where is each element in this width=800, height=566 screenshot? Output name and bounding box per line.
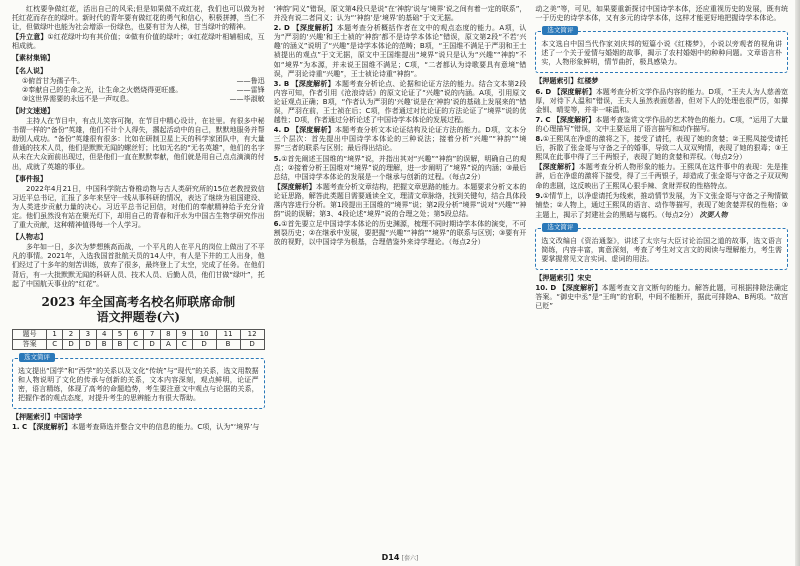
answer-letter: D [79, 339, 96, 349]
set-label: [套六] [401, 554, 419, 562]
answer-explanation [535, 88, 788, 115]
answer-letter: A [161, 339, 177, 349]
question-number: 2 [63, 329, 80, 339]
person-text: 多年如一日，多次为梦想熊高而战，一个平凡的人在平凡的岗位上做出了不平凡的事情。2021年，入选我国首批航天员的14人中，有人是下井的工人出身，他们经过了十多年的刻苦训练，放弃了很多，最终登上了太空，完成了任务。在他们背后，有一大批默默无闻的科研人员、技术人员、后勤人员，他们甘做“绿叶”，托起了中国航天事业的“红花”。 [12, 243, 265, 288]
famous-quotes-heading: 【名人说】 [12, 66, 47, 75]
answer-explanation [274, 24, 527, 79]
answer-number: 2. D [273, 24, 290, 33]
answer-explanation [274, 155, 527, 182]
answer-number: 7. C [535, 115, 551, 124]
passage-review-badge: 选文简评 [542, 26, 578, 35]
answer-text: ①情节上，以净虚请托为线索，推动情节发展，为下文张金哥与守备之子殉情做铺垫；②人物上，通过王熙凤的语言、动作等描写，表现了她贪婪弄权的性格；③主题上，揭示了封建社会的黑暗与腐朽。（每点2分） [535, 191, 789, 219]
quote-row [12, 95, 265, 104]
person-heading: 【人物志】 [12, 233, 47, 242]
material-section-title: 【素材集锦】 [12, 54, 54, 63]
answer-explanation [274, 183, 527, 219]
analysis-text: 本题考查文言文断句的能力。解答此题，可根据排除法确定答案。“御史中丞”是“王珣”的官职，中间不能断开，据此可排除A、B两项。“故宫已贬” [535, 284, 789, 311]
answer-letter: C [47, 339, 63, 349]
answer-letter: C [176, 339, 192, 349]
essay-paragraph: 红枕要争做红花，活出自己的风采;但是如果做不成红花，我们也可以做为衬托红花而存在的绿叶。新时代的青年要有做红花的勇气和信心，积极拼搏，当仁不让，但做绿叶也能为社会增添一份绿色，也要有甘为人梯，甘当绿叶的精神。 [12, 5, 265, 32]
column-middle [274, 5, 527, 549]
exam-subtitle: 语文押题卷(六) [96, 309, 181, 324]
handwritten-note: 次要人物 [699, 209, 728, 219]
analysis-tag: 【深度解析】 [552, 115, 596, 124]
answer-letter: D [192, 339, 216, 349]
passage-review-text: 选文改编自《资治通鉴》，讲述了太宗与大臣讨论治国之道的故事，选文语言简练，内容丰富，寓意深刻，考查了考生对文言文的阅读与理解能力，考生需要掌握常见文言实词、虚词的用法。 [541, 236, 783, 264]
question-number: 12 [240, 329, 264, 339]
lift-theme-paragraph [12, 33, 265, 51]
answer-table-number-row [13, 329, 265, 339]
analysis-tag: 【深度解析】 [553, 87, 596, 96]
answer-text: ①首先阐述王国维的“境界”说，并指出其对“兴趣”“神韵”的误解，明确自己的观点；②接着分析王国维对“境界”说的理解，进一步阐明了“境界”说的内涵；③最后总结，中国诗学本体论的发展是一个继承与创新的过程。（每点2分） [273, 154, 527, 181]
analysis-continued: 动之美”等，可见，如果要重新探讨中国诗学本体，还应重视历史的发展，既有统一于历史的诗学本体，又有多元的诗学本体，这样才能更好地把握诗学本体论。 [535, 5, 789, 23]
passage-review-badge: 选文简评 [542, 223, 578, 232]
answer-explanation [12, 423, 265, 432]
question-number: 7 [144, 329, 161, 339]
answer-letter: D [240, 339, 264, 349]
analysis-text: 本题考查分析论点、论据和论证方法的能力。结合文本第2段内容可知，作者引用《沧浪诗话》的原文论证了“兴趣”说的内涵。A项，引用原文论证观点正确；B项，“作者认为严羽的‘兴趣’说是在‘神韵’说的基础上发展来的”错误，严羽在前，王士祯在后；C项，作者通过对比论证的方法论证了“境界”说的优越性；D项，作者通过分析论述了中国诗学本体论的发展过程。 [273, 79, 527, 125]
passage-review-badge: 选文简评 [19, 353, 55, 362]
column-left [12, 5, 265, 549]
analysis-tag: 【深度解析】 [273, 182, 316, 191]
answer-letter: D [144, 339, 161, 349]
analysis-tag: 【深度解析】 [29, 423, 72, 432]
exam-title: 2023 年全国高考名校名师联席命制 [41, 294, 236, 309]
passage-review-box [535, 222, 788, 270]
analysis-text: 本题考查分析文章结构，把握文章思路的能力。本题要求分析文本的论证思路，解答此类题目需要通读全文，理清文章脉络，找到关键句，结合具体段落内容进行分析。第1段提出王国维的“境界”说；第2段分析“境界”说对“兴趣”“神韵”说的误解；第3、4段论述“境界”说的合理之处；第5段总结。 [273, 182, 527, 219]
analysis-text: 本题考查分析文本论证结构及论证方法的能力。D项，文本分三个层次：首先提出中国诗学本体论的三种说法；接着分析“兴趣”“神韵”“境界”三者的联系与区别；最后得出结论。 [273, 126, 527, 153]
topic-index: 【押题索引】红楼梦 [535, 77, 599, 86]
answer-explanation [535, 116, 788, 134]
answer-letter: C [128, 339, 144, 349]
essay-digest-heading: 【时文速递】 [12, 106, 54, 115]
answer-explanation [535, 163, 788, 190]
answer-number: 10. D [535, 284, 557, 293]
analysis-text: 本题考查分析文学作品内容的能力。D项，“王夫人为人慈善宽厚，对待下人温和”错误，王夫人虽然表面慈善，但对下人的处理也很严厉，如撵金钏、晴雯等，并非一味温和。 [535, 87, 789, 114]
analysis-tag: 【深度解析】 [535, 163, 579, 172]
page-footer [0, 553, 800, 563]
answer-number: 6. D [535, 87, 552, 96]
question-number: 1 [47, 329, 63, 339]
passage-review-text: 本文选自中国当代作家刘庆邦的短篇小说《红楼梦》，小说以旁观者的视角讲述了一个关于爱情与婚姻的故事，揭示了农村婚姻中的种种问题。文章语言朴实，人物形象鲜明，情节曲折，极具感染力。 [541, 40, 783, 67]
question-number: 9 [176, 329, 192, 339]
event-heading: 【事件报】 [12, 174, 47, 183]
analysis-continued: ‘神韵’同义”错误，原文第4段只是说“在‘神韵’说与‘境界’说之间有着一定的联系”，并没有说二者同义；认为“‘神韵’是‘境界’的基础”于文无据。 [273, 5, 527, 23]
topic-index: 【押题索引】中国诗学 [12, 413, 82, 422]
question-number: 10 [192, 329, 216, 339]
answer-number: 6. [273, 220, 282, 229]
essay-digest-text: 主持人在节目中，有点儿笑容可掬，在节目中精心设计，在社里。有很多中秘书谓一样的“备份”英雄，他们不计个人得失，撂起活动中的自己，默默地服务并帮助别人成功。“备份”英雄很有很多：比如在研制卫星上天的科学家团队中，有大量普通的技术人员，他们是默默无闻的螺丝钉；比如无名的“无名英雄”，他们的名字从未在大众面前出现过，但是他们一直在默默奉献，他们就是用自己点点滴滴的付出，成就了英雄的事业。 [12, 117, 265, 171]
passage-review-box [12, 352, 265, 409]
answer-explanation [274, 126, 527, 153]
page-number: D14 [381, 552, 400, 562]
answer-letter: B [112, 339, 128, 349]
answer-number: 1. C [12, 423, 28, 432]
answer-text: ①首先要立足中国诗学本体论的历史渊源，梳理不同时期诗学本体的演变，不可割裂历史；②在继承中发展，要把握“兴趣”“神韵”“境界”的联系与区别；③要有开放的视野，以中国诗学为根基，合理借鉴外来诗学理论。（每点2分） [273, 220, 527, 247]
lift-theme-text: ①红花绿叶均有其价值；②做有价值的绿叶；③红花绿叶相辅相成，互相成就。 [12, 33, 265, 51]
answer-number: 4. D [273, 126, 290, 135]
answer-explanation [535, 192, 788, 220]
analysis-tag: 【深度解析】 [291, 79, 335, 88]
answer-letter: D [63, 339, 80, 349]
quote-row [12, 86, 265, 95]
question-number: 3 [79, 329, 96, 339]
lift-theme-tag: 【升立意】 [12, 33, 48, 42]
question-number: 8 [161, 329, 177, 339]
question-number: 5 [112, 329, 128, 339]
analysis-text: 本题考查分析人物形象的能力。王熙凤在这件事中的表现：先是推辞，后在净虚的激将下接受，得了三千两银子，却造成了张金哥与守备之子双双殉命的悲剧，这反映出了王熙凤心狠手辣、贪财弄权的性格特点。 [535, 163, 789, 190]
event-text: 2022年4月21日，中国科学院古脊椎动物与古人类研究所的15位老教授致信习近平总书记，汇报了多年来坚守一线从事科研的情况，表达了继续为祖国建设、为人类进步贡献力量的决心。习近平总书记回信，对他们的奉献精神给予充分肯定。他们虽然没有站在聚光灯下，却用自己的青春和汗水为中国古生物学研究作出了重大贡献，这种精神值得每一个人学习。 [12, 184, 265, 230]
answer-letter: B [96, 339, 112, 349]
answer-table [12, 329, 265, 350]
question-number: 4 [96, 329, 112, 339]
analysis-text: 本题考查鉴赏文学作品的艺术特色的能力。C项，“运用了大量的心理描写”错误，文中主要运用了语言描写和动作描写。 [535, 115, 789, 133]
question-number: 6 [128, 329, 144, 339]
quote-source: ——雷锋 [236, 85, 265, 94]
topic-index: 【押题索引】宋史 [535, 274, 592, 283]
quote-text: ②奉献自己的生命之光，让生命之火燃烧得更旺盛。 [22, 85, 183, 94]
answer-table-row-header: 答案 [13, 339, 47, 349]
answer-number: 3. B [273, 79, 290, 88]
quote-row [12, 77, 265, 86]
answer-explanation [274, 80, 527, 125]
answer-explanation [535, 284, 788, 311]
analysis-tag: 【深度解析】 [292, 24, 337, 33]
answer-table-answer-row [13, 339, 265, 349]
answer-table-row-header: 题号 [13, 329, 47, 339]
quote-text: ①俯首甘为孺子牛。 [22, 76, 85, 85]
question-number: 11 [216, 329, 240, 339]
passage-review-text: 选文提出“国学”和“西学”的关系以及文化“传统”与“现代”的关系，选文用数据和人物说明了文化的传承与创新的关系，文本内容深刻，观点鲜明，论证严密，语言精练，体现了高考的命题趋势，考生要注意文中观点与论据的关系，把握作者的观点态度，对提升考生的思辨能力有很大帮助。 [18, 366, 259, 403]
answer-number: 9. [535, 191, 543, 200]
column-right [535, 5, 788, 549]
passage-review-box [535, 26, 788, 73]
answer-number: 5. [273, 154, 282, 163]
answer-explanation [274, 220, 527, 247]
answer-text: ①王熙凤在净虚的激将之下，接受了请托，表现了她的贪婪；②王熙凤接受请托后，拆散了张金哥与守备之子的婚事，导致二人双双殉情，表现了她的狠毒；③王熙凤在此事中得了三千两银子，表现了她的贪婪和弄权。（每点2分） [535, 135, 789, 162]
analysis-tag: 【深度解析】 [558, 284, 602, 293]
quote-source: ——毕淑敏 [229, 94, 265, 103]
quote-source: ——鲁迅 [236, 76, 265, 85]
answer-letter: B [216, 339, 240, 349]
quote-text: ③这世界需要的永远不是一声叹息。 [22, 94, 134, 103]
analysis-text: 本题考查筛选并整合文中的信息的能力。C项，认为“‘境界’与 [71, 423, 260, 432]
analysis-tag: 【深度解析】 [292, 126, 335, 135]
answer-number: 8. [535, 135, 543, 144]
book-spine-shadow [795, 0, 800, 566]
answer-explanation [535, 135, 788, 162]
analysis-text: 本题考查分析概括作者在文中的观点态度的能力。A项，认为“严羽的‘兴趣’和王士祯的‘神韵’都不是诗学本体论”错误，原文第2段“不若‘兴趣’的涵义”说明了“兴趣”是诗学本体论的范畴；B项，“王国维不满足于严羽和王士祯提出的观点”于文无据，原文中王国维提出“境界”说只是认为“兴趣”“神韵”不如“境界”为本源，并未说王国维不满足；C项，“二者都认为诗歌要具有意境”错误，严羽论诗重“兴趣”，王士祯论诗重“神韵”。 [273, 24, 527, 78]
